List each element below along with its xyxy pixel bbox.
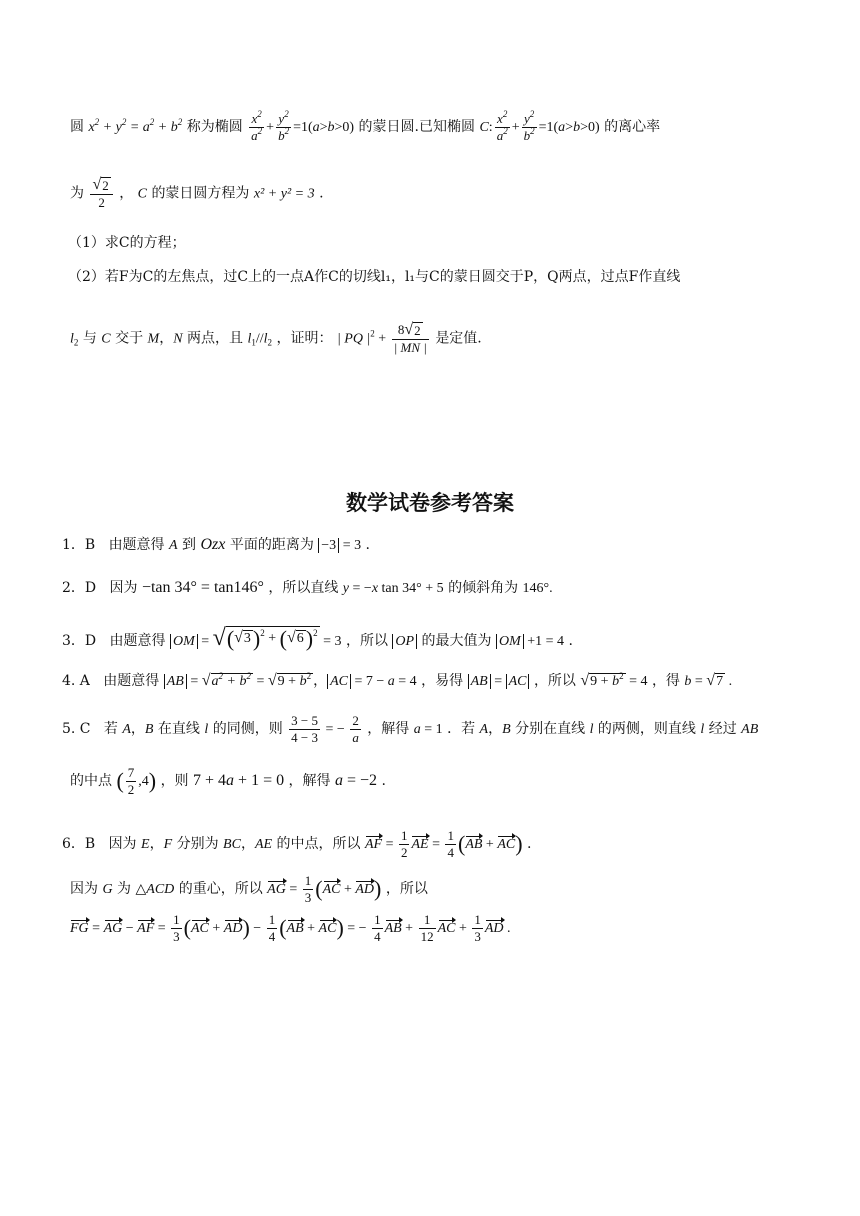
text: 的中点 <box>70 773 112 790</box>
math-frac: $\frac{y^2}{b^2}$ <box>278 109 290 143</box>
math-frac: $\frac{x^2}{a^2}$ <box>496 109 508 143</box>
text: 的倾斜角为 <box>448 580 519 596</box>
math-frac: 8 √ 2 | MN | <box>393 321 427 355</box>
text: ．若 <box>447 721 476 738</box>
text: 经过 <box>708 721 737 738</box>
text: 为 <box>117 881 132 898</box>
text: 的离心率 <box>604 119 661 136</box>
text: 的最大值为 <box>421 633 492 649</box>
text: 为 <box>70 185 84 202</box>
answer-1: 1．B 由题意得 A 到 Ozx 平面的距离为 −3 = 3 . <box>62 536 370 553</box>
answer-label: 6．B <box>62 836 96 853</box>
text: 的重心，所以 <box>178 881 263 898</box>
text: ，解得 <box>367 721 410 738</box>
text: 由题意得 <box>103 673 160 689</box>
text: . <box>568 633 573 649</box>
question-part-1: （1）求C的方程； <box>68 235 186 251</box>
text: ，所以 <box>385 881 428 898</box>
text: . <box>319 185 324 202</box>
text: 交于 <box>115 330 144 347</box>
math-frac: $\frac{1}{2}$ <box>400 828 408 860</box>
answer-label: 4. A <box>62 673 90 689</box>
question-line-2: 为 √ 2 2 ， C 的蒙日圆方程为 x² + y² = 3 . <box>70 176 324 210</box>
answer-label: 2．D <box>62 580 97 596</box>
text: ，所以 <box>345 633 388 649</box>
answer-6-line-3: FG = AG − AF = $\frac{1}{3}$ (AC + AD) − $\frac{1}{4}$ (AB + AC) = − $\frac{1}{4}$ AB + $\frac{1}{12}$ AC + $\frac{1}{3}$ AD . <box>70 912 511 944</box>
text: 的同侧，则 <box>212 721 283 738</box>
text: 的中点，所以 <box>276 836 361 853</box>
text: 与 <box>82 330 97 347</box>
text: . <box>365 537 370 553</box>
math-frac: $\frac{y^2}{b^2}$ <box>523 109 535 143</box>
math-frac: $\frac{2}{a}$ <box>352 713 359 745</box>
question-part-2: （2）若F为C的左焦点，过C上的一点A作C的切线l₁，l₁与C的蒙日圆交于P，Q两点，过点F作直线 <box>68 269 681 285</box>
text: . <box>527 836 532 853</box>
text: 在直线 <box>157 721 200 738</box>
text: . <box>381 773 386 790</box>
text: 若 <box>103 721 118 738</box>
text: 圆 <box>70 119 84 136</box>
answer-label: 5. C <box>62 721 91 738</box>
text: ，证明： <box>276 330 333 347</box>
text: 分别为 <box>176 836 219 853</box>
text: 因为 <box>109 580 138 596</box>
answer-6-line-2: 因为 G 为 △ACD 的重心，所以 AG = $\frac{1}{3}$ (AC + AD) ，所以 <box>70 873 428 905</box>
math-frac: $\frac{1}{4}$ <box>268 912 276 944</box>
answer-2: 2．D 因为 −tan 34° = tan146° ，所以直线 y = −x tan 34° + 5 的倾斜角为 146°. <box>62 579 553 596</box>
answer-label: 1．B <box>62 537 96 553</box>
answer-3: 3．D 由题意得 OM = √ ( √ 3 )$^2$ + ( √ 6 )$^2$ = 3 ，所以 OP 的最大值为 OM +1 = 4 . <box>62 625 573 651</box>
question-part-2-cont: $l_2$ 与 C 交于 M，N 两点，且 $l_1//l_2$ ，证明： | PQ $|^2$ + 8 √ 2 | MN | 是定值. <box>70 321 482 355</box>
text: 146°. <box>522 581 553 596</box>
text: ，则 <box>160 773 189 790</box>
answer-5: 5. C 若 A，B 在直线 l 的同侧，则 $\frac{3 - 5}{4 - 3}$ = − $\frac{2}{a}$ ，解得 a = 1 ．若 A，B 分别在直线 l 的两侧，则直线 l 经过 AB <box>62 713 759 745</box>
math-frac: $\frac{1}{3}$ <box>304 873 312 905</box>
answer-label: 3．D <box>62 633 97 649</box>
text: ，得 <box>651 673 680 689</box>
math-frac: $\frac{1}{4}$ <box>447 828 454 860</box>
math-frac: $\frac{1}{4}$ <box>374 912 381 944</box>
text: 平面的距离为 <box>229 537 314 553</box>
text: ，解得 <box>288 773 331 790</box>
math-circle-eq: $x^2 + y^2 = a^2 + b^2$ <box>88 117 183 136</box>
math-frac-sqrt2-over-2: √ 2 2 <box>90 177 112 210</box>
text: ，所以 <box>533 673 576 689</box>
math-frac: $\frac{3 - 5}{4 - 3}$ <box>291 713 319 745</box>
text: 两点，且 <box>187 330 244 347</box>
math-frac: $\frac{1}{12}$ <box>420 912 434 944</box>
math-frac: $\frac{7}{2}$ <box>127 765 135 797</box>
question-line-1: 圆 $x^2 + y^2 = a^2 + b^2$ 称为椭圆 $\frac{x^2}{a^2}$ + $\frac{y^2}{b^2}$ =1(a>b>0) 的蒙日圆.已知椭圆 C: $\frac{x^2}{a^2}$ + $\frac{y^2}{b^2}$ =1(a>b>0) 的离心率 <box>70 109 661 143</box>
text: ， <box>119 185 134 202</box>
text: 称为椭圆 <box>186 119 243 136</box>
text: 因为 <box>108 836 137 853</box>
text: 的两侧，则直线 <box>597 721 696 738</box>
math-frac: $\frac{1}{3}$ <box>173 912 180 944</box>
text: 是定值. <box>435 330 482 347</box>
text: 的蒙日圆方程为 <box>151 185 250 202</box>
answer-6: 6．B 因为 E，F 分别为 BC，AE 的中点，所以 AF = $\frac{1}{2}$ AE = $\frac{1}{4}$ (AB + AC) . <box>62 828 532 860</box>
text: 到 <box>182 537 197 553</box>
answer-5-cont: 的中点 ( $\frac{7}{2}$ ,4) ，则 7 + 4a + 1 = 0 ，解得 a = −2 . <box>70 765 386 797</box>
text: ，所以直线 <box>268 580 339 596</box>
text: 的蒙日圆.已知椭圆 <box>358 119 475 136</box>
math-frac: $\frac{x^2}{a^2}$ <box>251 109 263 143</box>
answer-4: 4. A 由题意得 AB = √ $a^2 + b^2$ = √ $9 + b^2$ ， AC = 7 − a = 4 ，易得 AB = AC ，所以 √ $9 + b^2$ = 4 ，得 b = √ 7 . <box>62 671 733 689</box>
text: 分别在直线 <box>515 721 586 738</box>
text: 由题意得 <box>108 537 165 553</box>
text: ，易得 <box>421 673 464 689</box>
text: 因为 <box>70 881 98 898</box>
text: 由题意得 <box>109 633 166 649</box>
math-frac: $\frac{1}{3}$ <box>474 912 481 944</box>
answer-title: 数学试卷参考答案 <box>346 491 514 515</box>
math-equation: x² + y² = 3 <box>253 186 315 202</box>
